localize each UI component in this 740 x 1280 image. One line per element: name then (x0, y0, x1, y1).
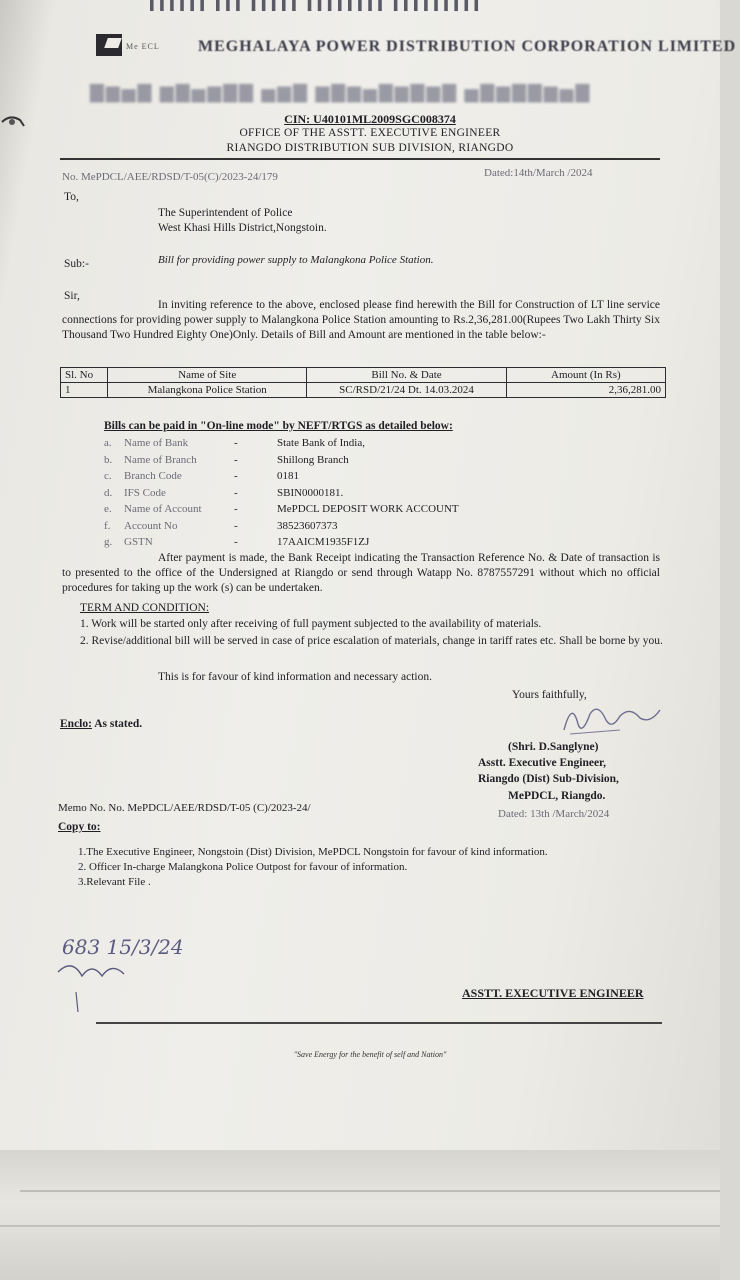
mepdcl-logo-icon (96, 34, 122, 56)
terms-heading: TERM AND CONDITION: (80, 602, 210, 614)
bank-row-index: g. (104, 536, 113, 548)
footer-quote: "Save Energy for the benefit of self and Nation" (293, 1050, 447, 1059)
memo-number: Memo No. No. MePDCL/AEE/RDSD/T-05 (C)/2023-24/ (58, 802, 311, 814)
signature-icon (560, 700, 680, 740)
table-header: Sl. No (61, 368, 108, 383)
table-cell: 1 (61, 383, 108, 398)
bank-row-index: f. (104, 519, 111, 532)
signatory-name: (Shri. D.Sanglyne) (508, 741, 599, 753)
office-line-2: RIANGDO DISTRIBUTION SUB DIVISION, RIANGDO (226, 142, 514, 154)
copy-item-1: 1.The Executive Engineer, Nongstoin (Dist) Division, MePDCL Nongstoin for favour of kind information. (78, 846, 548, 858)
table-header: Name of Site (108, 368, 307, 383)
table-cell: SC/RSD/21/24 Dt. 14.03.2024 (307, 383, 506, 398)
cin-number: CIN: U40101ML2009SGC008374 (284, 112, 456, 126)
yours-faithfully: Yours faithfully, (512, 689, 587, 701)
reference-date: Dated:14th/March /2024 (484, 167, 593, 179)
enclosure-text: As stated. (94, 718, 143, 730)
signatory-line-1: Asstt. Executive Engineer, (478, 757, 606, 769)
handwritten-number: 683 15/3/24 (62, 935, 184, 959)
bank-row-value: Shillong Branch (277, 453, 349, 466)
bank-row-label: Name of Account (124, 503, 202, 515)
signatory-line-3: MePDCL, Riangdo. (508, 790, 606, 802)
bank-row-label: Name of Branch (124, 453, 197, 466)
bank-row-index: b. (104, 453, 113, 466)
bank-row-value: State Bank of India, (277, 437, 365, 449)
subject-label: Sub:- (64, 258, 89, 270)
addressee-line-1: The Superintendent of Police (158, 207, 293, 219)
bank-row-separator: - (234, 503, 238, 515)
sheet-edge (0, 1225, 720, 1227)
footer-divider (96, 1022, 662, 1024)
copy-item-2: 2. Officer In-charge Malangkona Police Outpost for favour of information. (78, 861, 408, 873)
addressee-line-2: West Khasi Hills District,Nongstoin. (158, 222, 327, 234)
letterhead-watermark: ▇▆▅▇ ▆▇▅▆▇▇ ▅▆▇ ▆▇▆▅▇▆▇▆▇ ▅▇▆▇▇▆▅▇ (90, 82, 592, 102)
bottom-designation: ASSTT. EXECUTIVE ENGINEER (462, 986, 644, 1000)
bank-row-index: e. (104, 503, 112, 515)
letterhead-divider (60, 158, 660, 160)
term-item-1: 1. Work will be started only after receiving of full payment subjected to the availability of materials. (80, 618, 542, 630)
bank-row-index: c. (104, 470, 112, 482)
bank-row-label: Name of Bank (124, 437, 189, 449)
bank-row-label: Account No (124, 519, 178, 532)
bank-row-value: 38523607373 (277, 519, 338, 532)
enclosure-label: Enclo: (60, 718, 92, 730)
payment-heading: Bills can be paid in "On-line mode" by NEFT/RTGS as detailed below: (104, 420, 453, 432)
copy-to-label: Copy to: (58, 821, 101, 833)
signatory-line-2: Riangdo (Dist) Sub-Division, (478, 773, 619, 785)
bank-row-separator: - (234, 437, 238, 449)
table-header: Amount (In Rs) (506, 368, 665, 383)
handwritten-note (62, 932, 184, 1022)
bank-row-value: 0181 (277, 470, 299, 482)
table-row (61, 383, 666, 398)
bank-row-index: d. (104, 486, 113, 499)
bank-row-value: SBIN0000181. (277, 486, 344, 499)
salutation: Sir, (64, 290, 80, 302)
to-label: To, (64, 191, 79, 203)
table-header: Bill No. & Date (307, 368, 506, 383)
term-item-2: 2. Revise/additional bill will be served in case of price escalation of materials, change in tariff rates etc. Shall be borne by you. (80, 635, 663, 647)
sheet-edge (20, 1190, 720, 1192)
organisation-name: MEGHALAYA POWER DISTRIBUTION CORPORATION LIMITED (198, 38, 737, 55)
top-cut-text: ▌▌▌▌▌▌ ▌▌▌ ▌▌▌▌▌ ▌▌▌▌▌▌▌▌ ▌▌▌▌▌▌▌▌▌ (150, 0, 485, 11)
bank-row-index: a. (104, 437, 112, 449)
table-cell: Malangkona Police Station (108, 383, 307, 398)
enclosure (60, 717, 142, 731)
logo-caption: Me ECL (126, 42, 160, 51)
bank-row-separator: - (234, 453, 238, 466)
bill-table (60, 367, 666, 398)
memo-date: Dated: 13th /March/2024 (498, 808, 610, 820)
copy-item-3: 3.Relevant File . (78, 876, 151, 888)
after-payment-paragraph: After payment is made, the Bank Receipt indicating the Transaction Reference No. & Date of transaction is to presented to the office of the Undersigned at Riangdo or send through Watapp No. 8787557291 without which no official procedures for taking up the work (s) can be undertaken. (62, 552, 660, 594)
bank-row-separator: - (234, 536, 238, 548)
under-sheets (0, 1150, 720, 1280)
bank-row-label: Branch Code (124, 470, 182, 482)
bank-row-label: GSTN (124, 536, 153, 548)
table-cell: 2,36,281.00 (506, 383, 665, 398)
bank-row-value: 17AAICM1935F1ZJ (277, 536, 370, 548)
bank-row-value: MePDCL DEPOSIT WORK ACCOUNT (277, 503, 459, 515)
reference-number: No. MePDCL/AEE/RDSD/T-05(C)/2023-24/179 (62, 171, 278, 183)
office-line-1: OFFICE OF THE ASSTT. EXECUTIVE ENGINEER (239, 127, 501, 139)
bank-row-separator: - (234, 470, 238, 482)
bank-row-label: IFS Code (124, 486, 166, 499)
subject-text: Bill for providing power supply to Malangkona Police Station. (158, 254, 434, 266)
closing-line: This is for favour of kind information and necessary action. (158, 671, 433, 683)
bank-row-separator: - (234, 486, 238, 499)
body-paragraph: In inviting reference to the above, enclosed please find herewith the Bill for Construction of LT line service connections for providing power supply to Malangkona Police Station amounting to Rs.2,36,281.00(Rupees Two Lakh Thirty Six Thousand Two Hundred Eighty One)Only. Details of Bill and Amount are mentioned in the table below:- (62, 299, 660, 341)
table-header-row (61, 368, 666, 383)
bank-row-separator: - (234, 519, 238, 532)
